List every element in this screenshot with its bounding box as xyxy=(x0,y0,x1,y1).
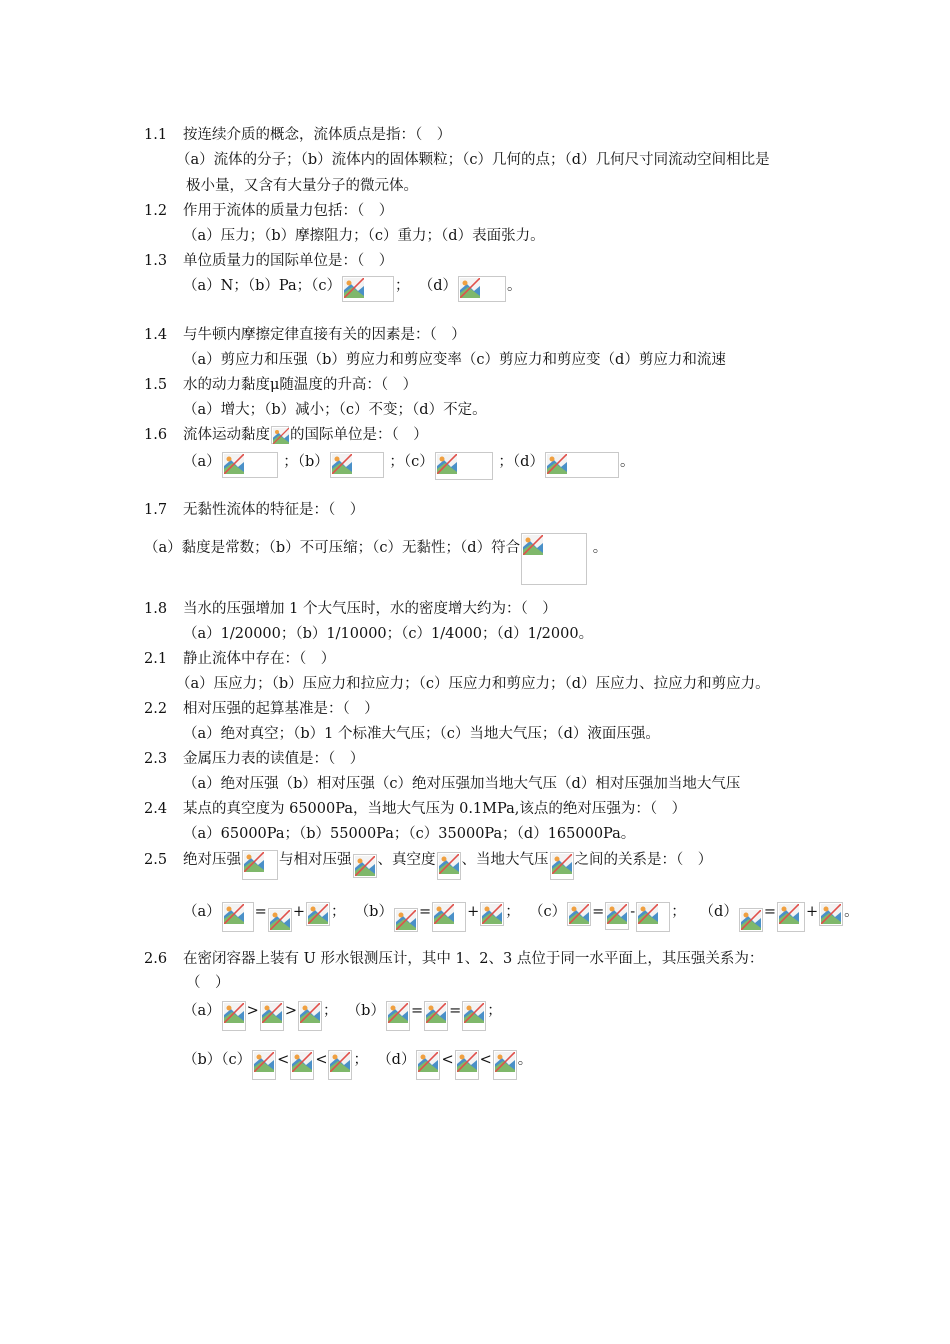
operator: < xyxy=(315,1052,328,1068)
question-options: （a）增大；（b）减小；（c）不变；（d）不定。 xyxy=(183,402,487,418)
option-label: （d） xyxy=(377,1052,416,1068)
formula-image-icon xyxy=(777,902,805,932)
period: 。 xyxy=(619,454,635,470)
period: 。 xyxy=(507,278,522,294)
option-label: ；（b） xyxy=(283,454,329,470)
period: 。 xyxy=(592,540,608,556)
question-number: 2.6 xyxy=(144,951,168,967)
formula-image-icon xyxy=(458,276,506,302)
formula-image-icon xyxy=(328,1050,352,1080)
operator: = xyxy=(449,1003,462,1019)
question-number: 2.5 xyxy=(144,852,168,868)
separator: ； xyxy=(487,1003,502,1019)
question-text-part: 之间的关系是：（ ） xyxy=(574,852,713,868)
formula-image-icon xyxy=(462,1001,486,1031)
question-options-cont: 极小量，又含有大量分子的微元体。 xyxy=(186,178,418,194)
question-options: （a）压力；（b）摩擦阻力；（c）重力；（d）表面张力。 xyxy=(183,228,545,244)
formula-image-icon xyxy=(480,902,504,926)
formula-image-icon xyxy=(739,908,763,932)
question-options xyxy=(183,1050,532,1080)
question-number: 1.5 xyxy=(144,377,168,393)
formula-image-icon xyxy=(242,850,278,880)
question-text: 与牛顿内摩擦定律直接有关的因素是：（ ） xyxy=(183,327,466,343)
option-label: （d） xyxy=(418,278,457,294)
formula-image-icon xyxy=(455,1050,479,1080)
question-options: （a）65000Pa；（b）55000Pa；（c）35000Pa；（d）165000Pa。 xyxy=(183,826,636,842)
formula-image-icon xyxy=(394,908,418,932)
operator: > xyxy=(246,1003,259,1019)
formula-image-icon xyxy=(306,902,330,926)
question-text: 无黏性流体的特征是：（ ） xyxy=(183,502,365,518)
question-text-part: 、真空度 xyxy=(377,852,436,868)
formula-image-icon xyxy=(222,902,254,932)
operator: = xyxy=(763,904,776,920)
question-text: 作用于流体的质量力包括：（ ） xyxy=(183,203,394,219)
option-label: （b） xyxy=(346,1003,385,1019)
option-label: （d） xyxy=(699,904,738,920)
question-options xyxy=(183,276,522,302)
formula-image-icon xyxy=(605,902,629,930)
period: 。 xyxy=(844,904,859,920)
formula-image-icon xyxy=(330,452,384,478)
question-text: 按连续介质的概念，流体质点是指：（ ） xyxy=(183,127,452,143)
formula-image-icon xyxy=(545,452,619,478)
question-options: （a）压应力；（b）压应力和拉应力；（c）压应力和剪应力；（d）压应力、拉应力和剪应力。 xyxy=(176,676,770,692)
question-number: 2.4 xyxy=(144,801,168,817)
option-label: （b） xyxy=(354,904,393,920)
question-text-part: 绝对压强 xyxy=(183,852,241,868)
formula-image-icon xyxy=(435,452,493,480)
operator: - xyxy=(630,904,636,920)
formula-image-icon xyxy=(271,426,289,444)
formula-image-icon xyxy=(416,1050,440,1080)
formula-image-icon xyxy=(424,1001,448,1031)
formula-image-icon xyxy=(437,852,461,880)
formula-image-icon xyxy=(819,902,843,926)
question-text-part: 的国际单位是：（ ） xyxy=(290,427,428,443)
operator: = xyxy=(592,904,605,920)
formula-image-icon xyxy=(290,1050,314,1080)
separator: ； xyxy=(671,904,686,920)
option-label: （b）（c） xyxy=(183,1052,252,1068)
question-options xyxy=(144,538,607,585)
formula-image-icon xyxy=(222,452,278,478)
question-number: 2.1 xyxy=(144,651,168,667)
operator: = xyxy=(254,904,267,920)
question-options xyxy=(183,1001,502,1031)
question-text: 某点的真空度为 65000Pa，当地大气压为 0.1MPa,该点的绝对压强为：（ ） xyxy=(183,801,687,817)
formula-image-icon xyxy=(268,908,292,932)
operator: = xyxy=(418,904,432,920)
question-text: 相对压强的起算基准是：（ ） xyxy=(183,701,379,717)
formula-image-icon xyxy=(432,902,466,932)
question-text: 静止流体中存在：（ ） xyxy=(183,651,336,667)
option-label: （a） xyxy=(183,1003,221,1019)
question-text: 当水的压强增加 1 个大气压时，水的密度增大约为：（ ） xyxy=(183,601,557,617)
separator: ； xyxy=(394,278,410,294)
formula-image-icon xyxy=(260,1001,284,1031)
operator: + xyxy=(805,904,819,920)
formula-image-icon xyxy=(636,902,670,932)
question-text-part: 与相对压强 xyxy=(279,852,352,868)
operator: < xyxy=(479,1052,492,1068)
question-text xyxy=(183,850,712,880)
question-options: （a）流体的分子；（b）流体内的固体颗粒；（c）几何的点；（d）几何尺寸同流动空间相比是 xyxy=(176,152,770,168)
operator: + xyxy=(467,904,480,920)
formula-image-icon xyxy=(493,1050,517,1080)
question-text: 金属压力表的读值是：（ ） xyxy=(183,751,365,767)
question-number: 1.3 xyxy=(144,253,168,269)
option-label: （c） xyxy=(529,904,567,920)
operator: = xyxy=(410,1003,424,1019)
separator: ； xyxy=(330,904,346,920)
separator: ； xyxy=(353,1052,368,1068)
operator: < xyxy=(441,1052,454,1068)
answer-paren: （ ） xyxy=(186,975,230,991)
question-options xyxy=(183,452,634,480)
question-number: 1.1 xyxy=(144,127,168,143)
question-text: 单位质量力的国际单位是：（ ） xyxy=(183,253,394,269)
question-number: 2.3 xyxy=(144,751,168,767)
question-options xyxy=(183,902,859,932)
option-text: （a）黏度是常数；（b）不可压缩；（c）无黏性；（d）符合 xyxy=(144,540,521,556)
question-text xyxy=(183,425,428,445)
question-options: （a）剪应力和压强（b）剪应力和剪应变率（c）剪应力和剪应变（d）剪应力和流速 xyxy=(183,352,726,368)
formula-image-icon xyxy=(353,854,377,878)
question-text: 在密闭容器上装有 U 形水银测压计，其中 1、2、3 点位于同一水平面上，其压强关系为： xyxy=(183,951,764,967)
operator: < xyxy=(277,1052,290,1068)
question-number: 1.8 xyxy=(144,601,168,617)
separator: ； xyxy=(322,1003,338,1019)
question-text-part: 、当地大气压 xyxy=(461,852,549,868)
question-number: 1.2 xyxy=(144,203,168,219)
question-number: 1.4 xyxy=(144,327,168,343)
formula-image-icon xyxy=(222,1001,246,1031)
option-label: （a）N；（b）Pa；（c） xyxy=(183,278,341,294)
question-options: （a）绝对真空；（b）1 个标准大气压；（c）当地大气压；（d）液面压强。 xyxy=(183,726,660,742)
option-label: ；（c） xyxy=(389,454,434,470)
question-text-part: 流体运动黏度 xyxy=(183,427,270,443)
option-label: ；（d） xyxy=(498,454,544,470)
question-options: （a）绝对压强（b）相对压强（c）绝对压强加当地大气压（d）相对压强加当地大气压 xyxy=(183,776,741,792)
option-label: （a） xyxy=(183,904,221,920)
separator: ； xyxy=(505,904,520,920)
operator: + xyxy=(292,904,305,920)
period: 。 xyxy=(517,1052,533,1068)
question-number: 1.6 xyxy=(144,427,168,443)
operator: > xyxy=(284,1003,297,1019)
question-options: （a）1/20000；（b）1/10000；（c）1/4000；（d）1/2000。 xyxy=(183,626,594,642)
formula-image-icon xyxy=(342,276,394,302)
formula-image-icon xyxy=(252,1050,276,1080)
question-number: 2.2 xyxy=(144,701,168,717)
formula-image-icon xyxy=(521,533,587,585)
formula-image-icon xyxy=(386,1001,410,1031)
formula-image-icon xyxy=(567,902,591,926)
question-number: 1.7 xyxy=(144,502,168,518)
formula-image-icon xyxy=(298,1001,322,1031)
question-text: 水的动力黏度μ随温度的升高：（ ） xyxy=(183,377,418,393)
option-label: （a） xyxy=(183,454,221,470)
formula-image-icon xyxy=(550,852,574,880)
